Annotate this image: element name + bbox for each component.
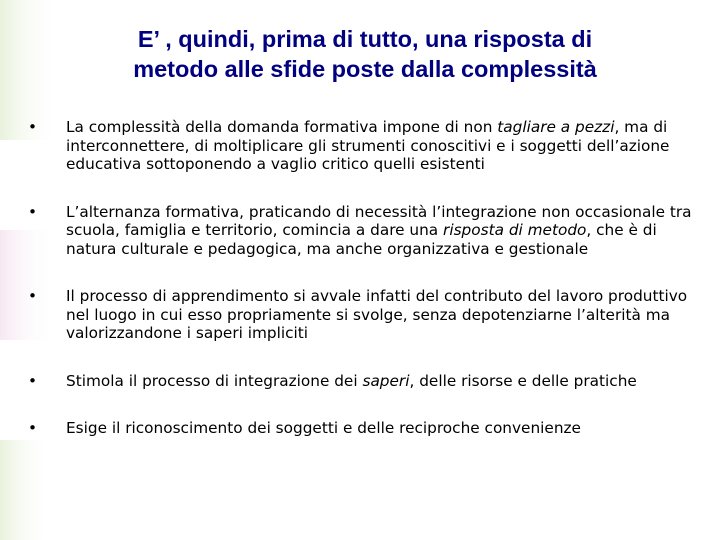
bullet-text: Stimola il processo di integrazione dei bbox=[66, 371, 363, 390]
bullet-text-italic: saperi bbox=[362, 371, 410, 390]
bullet-text: La complessità della domanda formativa impone di non bbox=[66, 118, 498, 136]
bullet-item bbox=[28, 118, 703, 174]
bullet-text: , ma di interconnettere, di moltiplicare gli strumenti conoscitivi e i soggetti dell’azione educativa sottoponendo a vaglio critico quelli esistenti bbox=[66, 118, 670, 173]
bullet-text: Esige il riconoscimento dei soggetti e delle reciproche convenienze bbox=[66, 419, 581, 437]
bullet-item bbox=[28, 372, 703, 391]
bullet-item bbox=[28, 203, 703, 259]
bullet-item bbox=[28, 287, 703, 343]
bullet-text: L’alternanza formativa, praticando di necessità l’integrazione non occasionale tra scuola, famiglia e territorio, comincia a dare una bbox=[66, 202, 692, 239]
bullet-text: Il processo di apprendimento si avvale infatti del contributo del lavoro produttivo nel luogo in cui esso propriamente si svolge, senza depotenziarne l’alterità ma valorizzandone i saperi impliciti bbox=[66, 287, 688, 342]
slide-title bbox=[40, 24, 690, 84]
bullet-text: , delle risorse e delle pratiche bbox=[409, 371, 637, 390]
bullet-marker: • bbox=[28, 118, 38, 136]
bullet-marker: • bbox=[28, 371, 38, 390]
bullet-marker: • bbox=[28, 202, 38, 221]
bullet-item bbox=[28, 419, 703, 438]
bullet-text-italic: risposta di metodo bbox=[443, 221, 587, 239]
slide-title-line-2: metodo alle sfide poste dalla complessità bbox=[133, 56, 597, 82]
bullet-text-italic: tagliare a pezzi bbox=[497, 118, 615, 136]
bullet-marker: • bbox=[28, 287, 38, 305]
slide-title-line-1: E’ , quindi, prima di tutto, una risposta di bbox=[137, 26, 593, 52]
bullet-marker: • bbox=[28, 419, 38, 437]
bullet-list bbox=[28, 118, 703, 438]
bullet-text: , che è di natura culturale e pedagogica, ma anche organizzativa e gestionale bbox=[66, 221, 657, 258]
